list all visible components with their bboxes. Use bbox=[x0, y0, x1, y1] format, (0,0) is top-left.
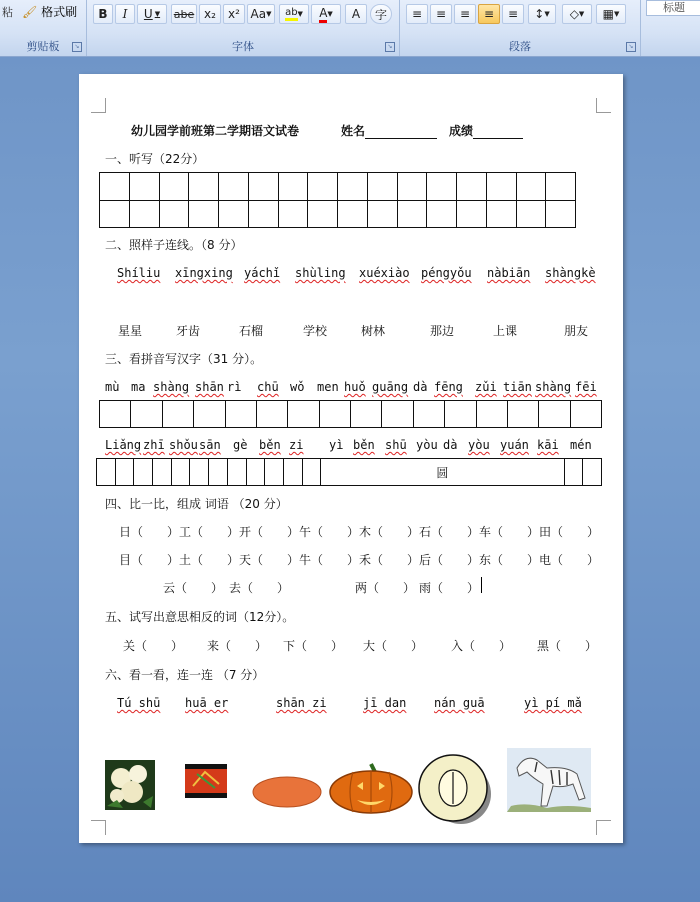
score-label: 成绩 bbox=[449, 124, 474, 138]
pinyin-syllable: yòu bbox=[468, 438, 490, 452]
subscript-icon: x₂ bbox=[204, 7, 216, 21]
styles-gallery-item[interactable]: 标题 bbox=[646, 0, 700, 16]
change-case-button[interactable]: Aa ▼ bbox=[247, 4, 275, 24]
align-center-button[interactable] bbox=[430, 4, 452, 24]
strikethrough-icon: abe bbox=[173, 7, 195, 21]
pinyin-item: Shíliu bbox=[117, 266, 161, 280]
pinyin-syllable: fēng bbox=[434, 380, 463, 394]
pinyin-syllable: dà bbox=[443, 438, 458, 452]
enclose-characters-button[interactable] bbox=[370, 4, 392, 24]
pinyin-item: jī dan bbox=[363, 696, 407, 710]
text-cursor bbox=[481, 577, 482, 593]
pinyin-item: xīngxing bbox=[175, 266, 233, 280]
underline-button[interactable]: U ▼ bbox=[137, 4, 167, 24]
font-color-button[interactable]: A ▼ bbox=[311, 4, 341, 24]
word-item: 树林 bbox=[361, 324, 386, 338]
font-launcher-icon[interactable]: ↘ bbox=[385, 42, 395, 52]
pinyin-syllable: shān bbox=[195, 380, 224, 394]
align-right-button[interactable] bbox=[454, 4, 476, 24]
pinyin-syllable: shàng bbox=[153, 380, 190, 394]
align-right-icon: ≡ bbox=[459, 7, 471, 21]
line-spacing-button[interactable]: ↕ ▼ bbox=[528, 4, 556, 24]
pinyin-item: huā er bbox=[185, 696, 229, 710]
borders-icon: ▦ bbox=[602, 7, 614, 21]
margin-corner-mark bbox=[91, 98, 106, 113]
name-field bbox=[341, 122, 437, 139]
section-6-heading: 六、看一看，连一连 （7 分） bbox=[105, 668, 265, 682]
writing-grid-1 bbox=[99, 400, 602, 428]
italic-button[interactable] bbox=[115, 4, 135, 24]
pinyin-item: nàbiān bbox=[487, 266, 531, 280]
superscript-icon: x² bbox=[228, 7, 240, 21]
compare-item: 田（ ） bbox=[539, 525, 600, 539]
align-left-icon: ≡ bbox=[411, 7, 423, 21]
format-painter-button[interactable] bbox=[22, 3, 77, 20]
pinyin-item: xuéxiào bbox=[359, 266, 410, 280]
borders-button[interactable]: ▦ ▼ bbox=[596, 4, 626, 24]
section-4-heading: 四、比一比，组成 词语 （20 分） bbox=[105, 497, 288, 511]
name-label: 姓名 bbox=[341, 124, 366, 138]
highlighter-icon: ab bbox=[285, 7, 297, 21]
grid-row bbox=[100, 173, 576, 201]
ribbon bbox=[0, 0, 700, 57]
compare-item: 电（ ） bbox=[539, 553, 600, 567]
compare-item: 雨（ ） bbox=[419, 581, 480, 595]
compare-item: 后（ ） bbox=[419, 553, 480, 567]
score-field bbox=[449, 122, 523, 139]
pinyin-syllable: ma bbox=[131, 380, 146, 394]
underline-icon: U bbox=[143, 7, 153, 21]
pinyin-syllable: shū bbox=[385, 438, 407, 452]
antonym-item: 大（ ） bbox=[363, 639, 424, 653]
pinyin-syllable: běn bbox=[259, 438, 281, 452]
pinyin-syllable: zhī bbox=[143, 438, 165, 452]
font-group-label: 字体 bbox=[232, 40, 254, 53]
compare-item: 开（ ） bbox=[239, 525, 300, 539]
antonym-item: 来（ ） bbox=[207, 639, 268, 653]
character-shading-icon: A bbox=[351, 7, 361, 21]
distributed-button[interactable] bbox=[502, 4, 524, 24]
pinyin-syllable: mù bbox=[105, 380, 120, 394]
compare-item: 车（ ） bbox=[479, 525, 540, 539]
section-2-heading: 二、照样子连线。（8 分） bbox=[105, 238, 243, 252]
zebra-picture[interactable] bbox=[507, 748, 591, 812]
pinyin-syllable: yòu bbox=[416, 438, 438, 452]
pinyin-syllable: wǒ bbox=[290, 380, 305, 394]
pinyin-item: shàngkè bbox=[545, 266, 596, 280]
distributed-icon: ≡ bbox=[507, 7, 519, 21]
dictation-grid bbox=[99, 172, 576, 228]
pinyin-syllable: sān bbox=[199, 438, 221, 452]
compare-item: 去（ ） bbox=[229, 581, 290, 595]
paragraph-group bbox=[400, 0, 641, 56]
subscript-button[interactable] bbox=[199, 4, 221, 24]
strikethrough-button[interactable] bbox=[171, 4, 197, 24]
pinyin-syllable: shǒu bbox=[169, 438, 198, 452]
margin-corner-mark bbox=[596, 820, 611, 835]
compare-item: 牛（ ） bbox=[299, 553, 360, 567]
pumpkin-picture[interactable] bbox=[327, 758, 415, 814]
grid-row bbox=[100, 200, 576, 228]
pinyin-syllable: mén bbox=[570, 438, 592, 452]
superscript-button[interactable] bbox=[223, 4, 245, 24]
section-5-heading: 五、试写出意思相反的词（12分）。 bbox=[105, 610, 295, 624]
font-group bbox=[87, 0, 400, 56]
compare-item: 土（ ） bbox=[179, 553, 240, 567]
pinyin-item: yì pí mǎ bbox=[524, 696, 582, 710]
font-color-icon: A bbox=[319, 6, 327, 23]
section-3-heading: 三、看拼音写汉字（31 分）。 bbox=[105, 352, 263, 366]
antonym-item: 入（ ） bbox=[451, 639, 512, 653]
pinyin-syllable: rì bbox=[227, 380, 242, 394]
pinyin-syllable: huǒ bbox=[344, 380, 366, 394]
pinyin-syllable: yuán bbox=[500, 438, 529, 452]
clipboard-group-label: 剪贴板 bbox=[26, 40, 60, 53]
score-blank bbox=[473, 126, 523, 139]
compare-item: 石（ ） bbox=[419, 525, 480, 539]
align-left-button[interactable] bbox=[406, 4, 428, 24]
antonym-item: 下（ ） bbox=[283, 639, 344, 653]
pinyin-syllable: men bbox=[317, 380, 339, 394]
italic-icon: I bbox=[122, 7, 128, 21]
roses-picture[interactable] bbox=[105, 760, 155, 810]
pinyin-item: nán guā bbox=[434, 696, 485, 710]
pinyin-syllable: dà bbox=[413, 380, 428, 394]
bold-icon: B bbox=[98, 7, 108, 21]
compare-item: 目（ ） bbox=[119, 553, 180, 567]
pinyin-syllable: chū bbox=[257, 380, 279, 394]
compare-item: 天（ ） bbox=[239, 553, 300, 567]
align-center-icon: ≡ bbox=[435, 7, 447, 21]
document-page[interactable] bbox=[79, 74, 623, 843]
bold-button[interactable] bbox=[93, 4, 113, 24]
justify-button[interactable] bbox=[478, 4, 500, 24]
word-item: 牙齿 bbox=[176, 324, 201, 338]
margin-corner-mark bbox=[596, 98, 611, 113]
compare-item: 禾（ ） bbox=[359, 553, 420, 567]
word-item: 那边 bbox=[430, 324, 455, 338]
justify-icon: ≡ bbox=[483, 7, 495, 21]
pinyin-item: péngyǒu bbox=[421, 266, 472, 280]
exam-title: 幼儿园学前班第二学期语文试卷 bbox=[131, 124, 300, 138]
change-case-icon: Aa bbox=[250, 7, 267, 21]
compare-item: 云（ ） bbox=[163, 581, 224, 595]
pinyin-item: shùling bbox=[295, 266, 346, 280]
compare-item: 午（ ） bbox=[299, 525, 360, 539]
clipboard-launcher-icon[interactable]: ↘ bbox=[72, 42, 82, 52]
book-picture[interactable] bbox=[185, 760, 227, 802]
format-painter-label: 格式刷 bbox=[41, 5, 78, 19]
highlight-button[interactable]: ab ▼ bbox=[279, 4, 309, 24]
compare-item: 日（ ） bbox=[119, 525, 180, 539]
writing-grid-2 bbox=[96, 458, 602, 486]
grid-row bbox=[97, 459, 602, 486]
word-item: 星星 bbox=[118, 324, 143, 338]
pinyin-syllable: zǔi bbox=[475, 380, 497, 394]
pinyin-syllable: fēi bbox=[575, 380, 597, 394]
word-item: 石榴 bbox=[239, 324, 264, 338]
antonym-item: 黑（ ） bbox=[537, 639, 598, 653]
paint-bucket-icon: ◇ bbox=[569, 7, 579, 21]
paragraph-launcher-icon[interactable]: ↘ bbox=[626, 42, 636, 52]
pinyin-syllable: zi bbox=[289, 438, 304, 452]
pinyin-item: shān zi bbox=[276, 696, 327, 710]
filled-cell: 圆 bbox=[321, 459, 564, 486]
word-item: 朋友 bbox=[564, 324, 589, 338]
enclose-characters-icon: 字 bbox=[374, 7, 387, 22]
paste-button-fragment[interactable]: 粘 bbox=[2, 6, 13, 19]
pinyin-syllable: Liǎng bbox=[105, 438, 142, 452]
pinyin-syllable: shàng bbox=[535, 380, 572, 394]
pinyin-syllable: guāng bbox=[372, 380, 409, 394]
pinyin-item: Tú shū bbox=[117, 696, 161, 710]
compare-item: 工（ ） bbox=[179, 525, 240, 539]
antonym-item: 关（ ） bbox=[123, 639, 184, 653]
shading-button[interactable]: ◇ ▼ bbox=[562, 4, 592, 24]
margin-corner-mark bbox=[91, 820, 106, 835]
compare-item: 木（ ） bbox=[359, 525, 420, 539]
brush-icon: 🖌 bbox=[22, 5, 38, 19]
compare-item: 两（ ） bbox=[355, 581, 416, 595]
paragraph-group-label: 段落 bbox=[509, 40, 531, 53]
pinyin-syllable: yì bbox=[329, 438, 344, 452]
melon-seed-picture[interactable] bbox=[251, 774, 323, 810]
word-item: 学校 bbox=[303, 324, 328, 338]
pinyin-syllable: gè bbox=[233, 438, 248, 452]
name-blank bbox=[365, 126, 437, 139]
clipboard-group bbox=[0, 0, 87, 56]
pinyin-syllable: tiān bbox=[503, 380, 532, 394]
line-spacing-icon: ↕ bbox=[534, 7, 545, 21]
section-1-heading: 一、听写（22分） bbox=[105, 152, 205, 166]
pinyin-item: yáchǐ bbox=[244, 266, 281, 280]
compare-item: 东（ ） bbox=[479, 553, 540, 567]
grid-row bbox=[100, 401, 602, 428]
egg-picture[interactable] bbox=[415, 752, 495, 826]
character-shading-button[interactable] bbox=[345, 4, 367, 24]
pinyin-syllable: kāi bbox=[537, 438, 559, 452]
word-item: 上课 bbox=[493, 324, 518, 338]
pinyin-syllable: běn bbox=[353, 438, 375, 452]
